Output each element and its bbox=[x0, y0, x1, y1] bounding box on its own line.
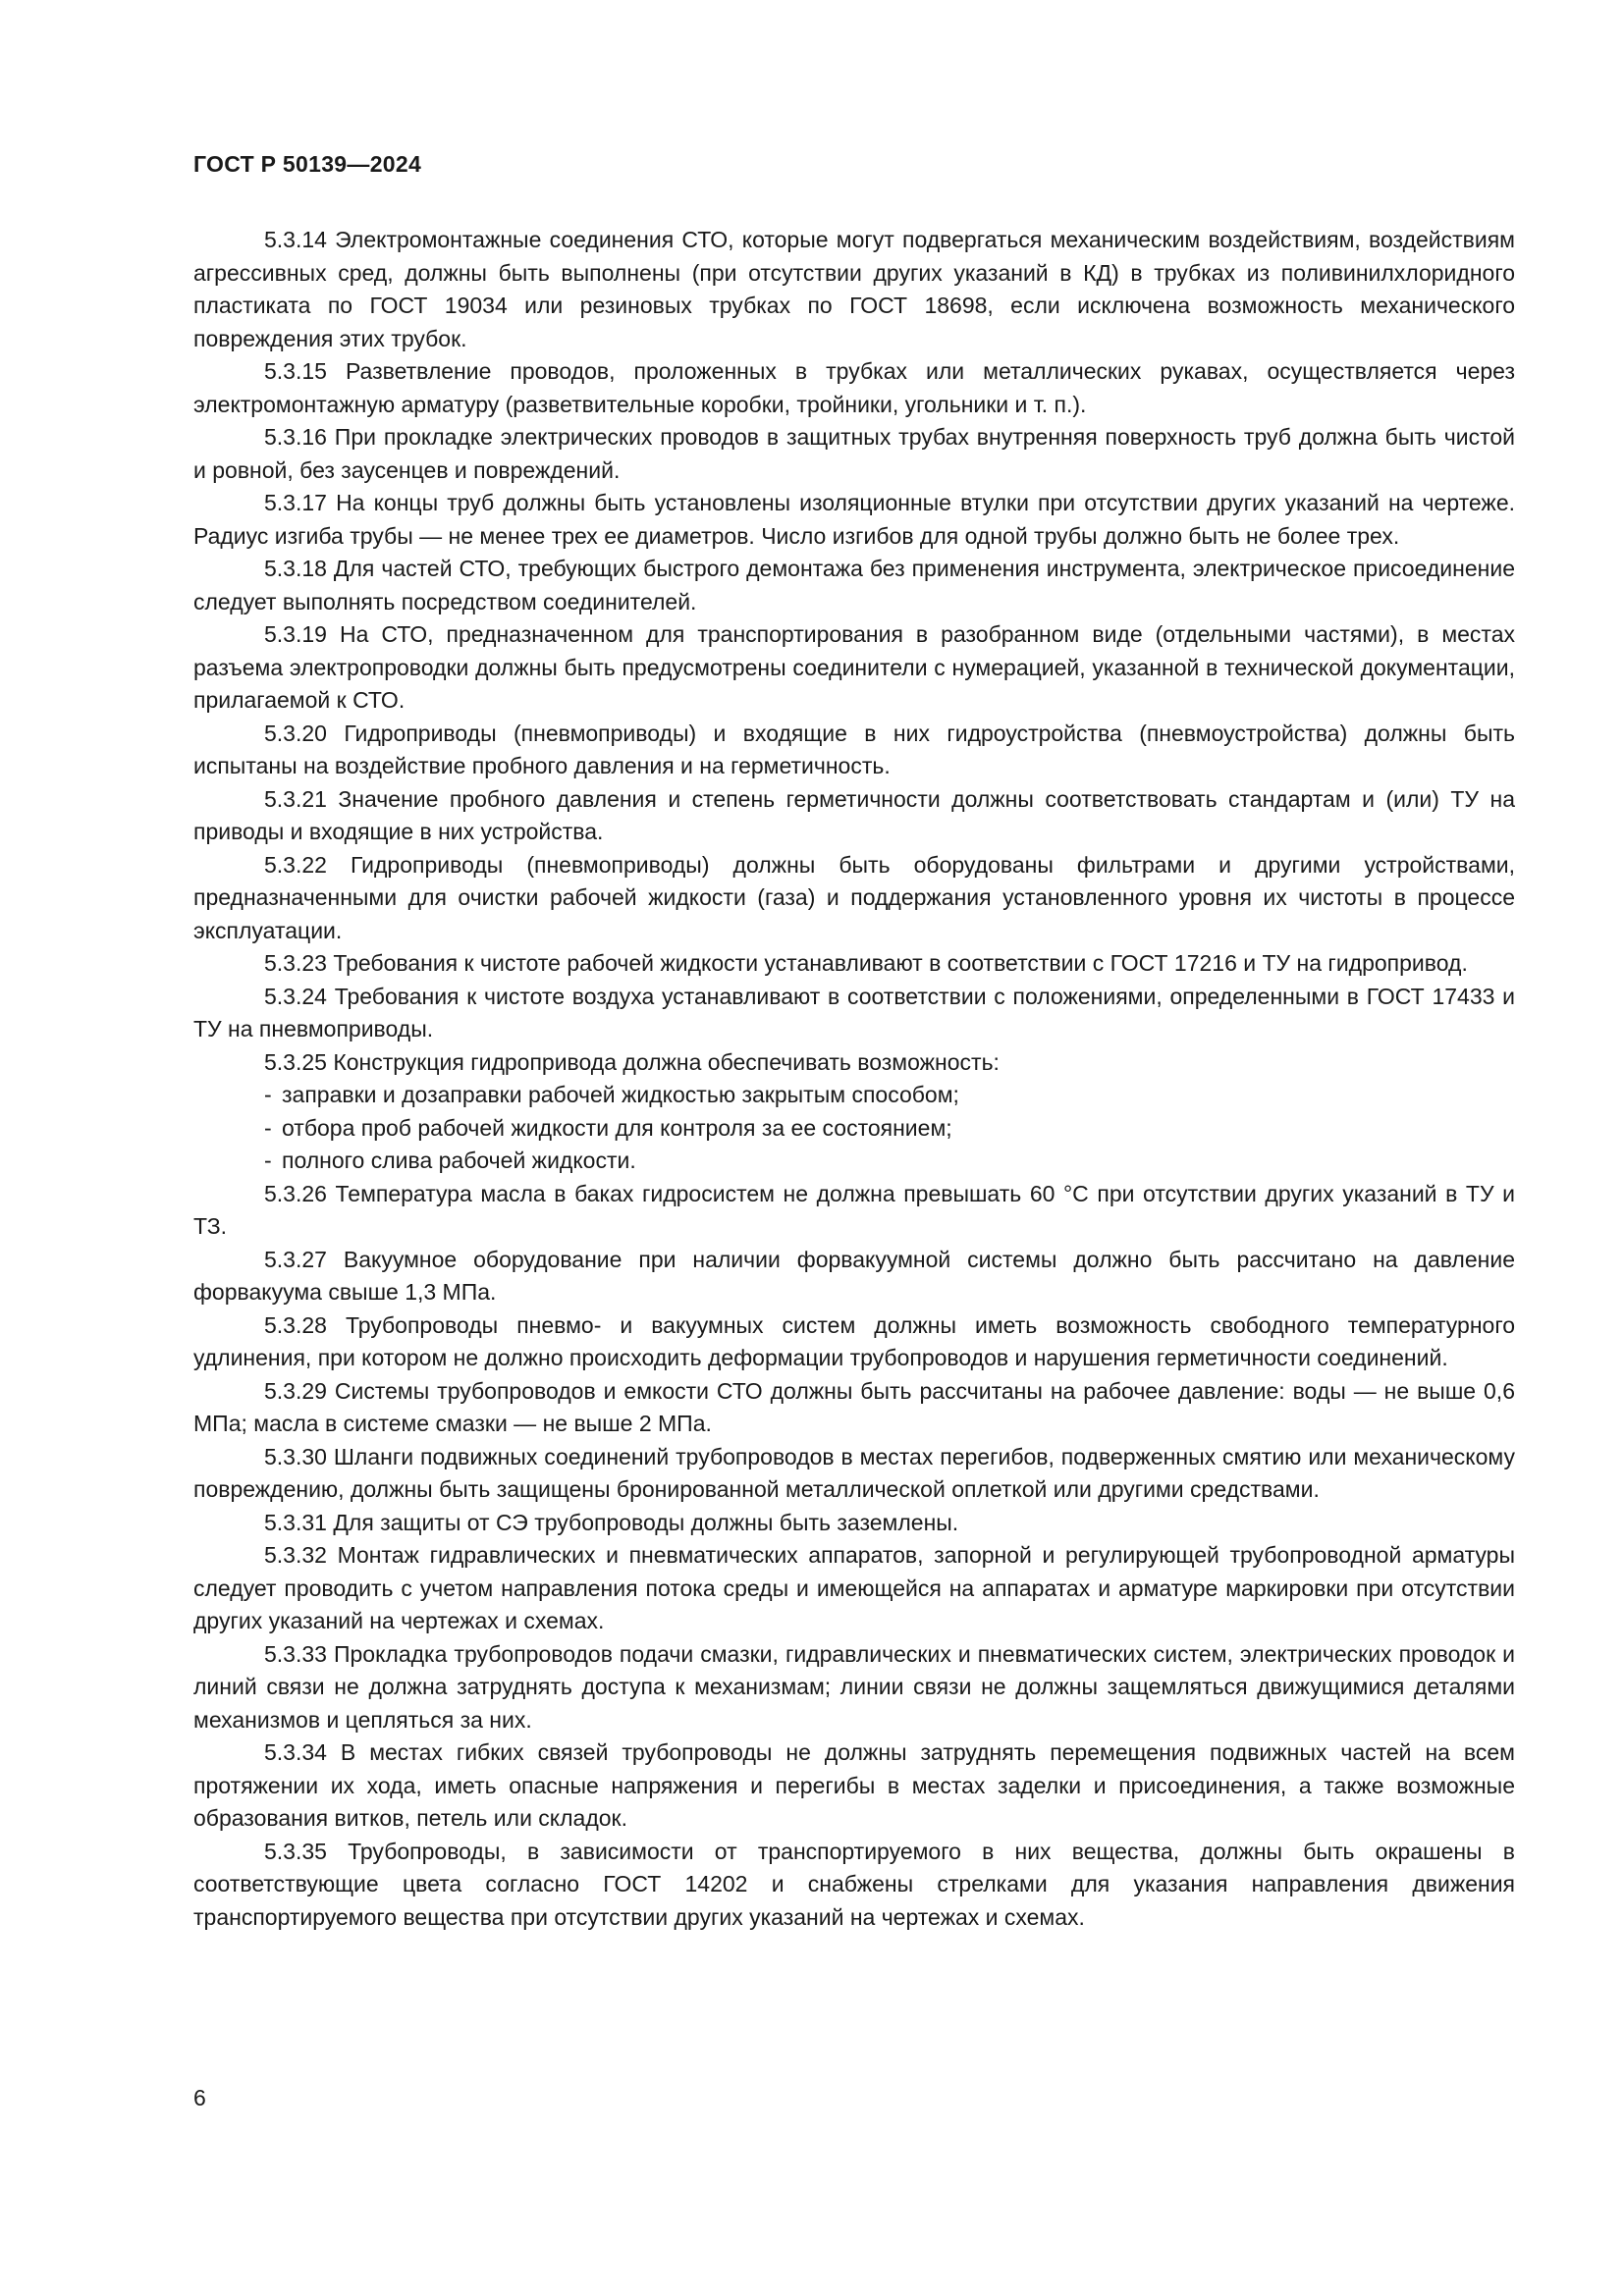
list-item-text: полного слива рабочей жидкости. bbox=[282, 1148, 636, 1173]
paragraph-5-3-16: 5.3.16 При прокладке электрических проводов в защитных трубах внутренняя поверхность труб должна быть чистой и ровной, без заусенцев и повреждений. bbox=[193, 424, 1515, 483]
paragraph-5-3-18: 5.3.18 Для частей СТО, требующих быстрого демонтажа без применения инструмента, электрическое присоединение следует выполнять посредством соединителей. bbox=[193, 556, 1515, 614]
paragraph-5-3-14: 5.3.14 Электромонтажные соединения СТО, которые могут подвергаться механическим воздействиям, воздействиям агрессивных сред, должны быть выполнены (при отсутствии других указаний в КД) в трубках из поливинилхлоридного пластиката по ГОСТ 19034 или резиновых трубках по ГОСТ 18698, если исключена возможность механического повреждения этих трубок. bbox=[193, 227, 1515, 351]
paragraph-5-3-20: 5.3.20 Гидроприводы (пневмоприводы) и входящие в них гидроустройства (пневмоустройства) должны быть испытаны на воздействие пробного давления и на герметичность. bbox=[193, 720, 1515, 778]
requirements-list bbox=[193, 1079, 1515, 1178]
paragraph-5-3-22: 5.3.22 Гидроприводы (пневмоприводы) должны быть оборудованы фильтрами и другими устройствами, предназначенными для очистки рабочей жидкости (газа) и поддержания установленного уровня их чистоты в процессе эксплуатации. bbox=[193, 851, 1515, 943]
paragraph-5-3-32: 5.3.32 Монтаж гидравлических и пневматических аппаратов, запорной и регулирующей трубопроводной арматуры следует проводить с учетом направления потока среды и имеющейся на аппаратах и арматуре маркировки при отсутствии других указаний на чертежах и схемах. bbox=[193, 1542, 1515, 1633]
paragraph-5-3-31: 5.3.31 Для защиты от СЭ трубопроводы должны быть заземлены. bbox=[264, 1509, 959, 1535]
document-header: ГОСТ Р 50139—2024 bbox=[193, 151, 422, 177]
paragraph-5-3-15: 5.3.15 Разветвление проводов, проложенных в трубках или металлических рукавах, осуществляется через электромонтажную арматуру (разветвительные коробки, тройники, угольники и т. п.). bbox=[193, 358, 1515, 417]
paragraph-5-3-35: 5.3.35 Трубопроводы, в зависимости от транспортируемого в них вещества, должны быть окрашены в соответствующие цвета согласно ГОСТ 14202 и снабжены стрелками для указания направления движения транспортируемого вещества при отсутствии других указаний на чертежах и схемах. bbox=[193, 1838, 1515, 1930]
paragraph-5-3-29: 5.3.29 Системы трубопроводов и емкости СТО должны быть рассчитаны на рабочее давление: воды — не выше 0,6 МПа; масла в системе смазки — не выше 2 МПа. bbox=[193, 1377, 1515, 1436]
paragraph-5-3-26: 5.3.26 Температура масла в баках гидросистем не должна превышать 60 °С при отсутствии других указаний в ТУ и ТЗ. bbox=[193, 1180, 1515, 1239]
paragraph-5-3-30: 5.3.30 Шланги подвижных соединений трубопроводов в местах перегибов, подверженных смятию или механическому повреждению, должны быть защищены бронированной металлической оплеткой или другими средствами. bbox=[193, 1443, 1515, 1502]
paragraph-5-3-19: 5.3.19 На СТО, предназначенном для транспортирования в разобранном виде (отдельными частями), в местах разъема электропроводки должны быть предусмотрены соединители с нумерацией, указанной в технической документации, прилагаемой к СТО. bbox=[193, 621, 1515, 713]
list-item bbox=[193, 1079, 1515, 1112]
page-number: 6 bbox=[193, 2085, 206, 2110]
paragraph-5-3-33: 5.3.33 Прокладка трубопроводов подачи смазки, гидравлических и пневматических систем, электрических проводок и линий связи не должна затруднять доступа к механизмам; линии связи не должны защемляться движущимися деталями механизмов и цепляться за них. bbox=[193, 1640, 1515, 1733]
paragraph-5-3-27: 5.3.27 Вакуумное оборудование при наличии форвакуумной системы должно быть рассчитано на давление форвакуума свыше 1,3 МПа. bbox=[193, 1246, 1515, 1305]
paragraph-5-3-17: 5.3.17 На концы труб должны быть установлены изоляционные втулки при отсутствии других указаний на чертеже. Радиус изгиба трубы — не менее трех ее диаметров. Число изгибов для одной трубы должно быть не более трех. bbox=[193, 490, 1515, 549]
document-body bbox=[193, 224, 1515, 1934]
list-dash: - bbox=[264, 1082, 272, 1107]
paragraph-5-3-24: 5.3.24 Требования к чистоте воздуха устанавливают в соответствии с положениями, определенными в ГОСТ 17433 и ТУ на пневмоприводы. bbox=[193, 983, 1515, 1041]
paragraph-5-3-25: 5.3.25 Конструкция гидропривода должна обеспечивать возможность: bbox=[264, 1048, 1000, 1075]
list-item bbox=[193, 1112, 1515, 1146]
list-item bbox=[193, 1145, 1515, 1178]
paragraph-5-3-21: 5.3.21 Значение пробного давления и степень герметичности должны соответствовать стандартам и (или) ТУ на приводы и входящие в них устройства. bbox=[193, 785, 1515, 844]
list-dash: - bbox=[264, 1148, 272, 1173]
list-item-text: заправки и дозаправки рабочей жидкостью закрытым способом; bbox=[282, 1082, 959, 1107]
paragraph-5-3-23: 5.3.23 Требования к чистоте рабочей жидкости устанавливают в соответствии с ГОСТ 17216 и ТУ на гидропривод. bbox=[264, 950, 1468, 976]
paragraph-5-3-34: 5.3.34 В местах гибких связей трубопроводы не должны затруднять перемещения подвижных частей на всем протяжении их хода, иметь опасные напряжения и перегибы в местах заделки и присоединения, а также возможные образования витков, петель или складок. bbox=[193, 1739, 1515, 1831]
list-item-text: отбора проб рабочей жидкости для контроля за ее состоянием; bbox=[282, 1114, 952, 1141]
list-dash: - bbox=[264, 1114, 272, 1141]
paragraph-5-3-28: 5.3.28 Трубопроводы пневмо- и вакуумных систем должны иметь возможность свободного температурного удлинения, при котором не должно происходить деформации трубопроводов и нарушения герметичности соединений. bbox=[193, 1311, 1515, 1370]
